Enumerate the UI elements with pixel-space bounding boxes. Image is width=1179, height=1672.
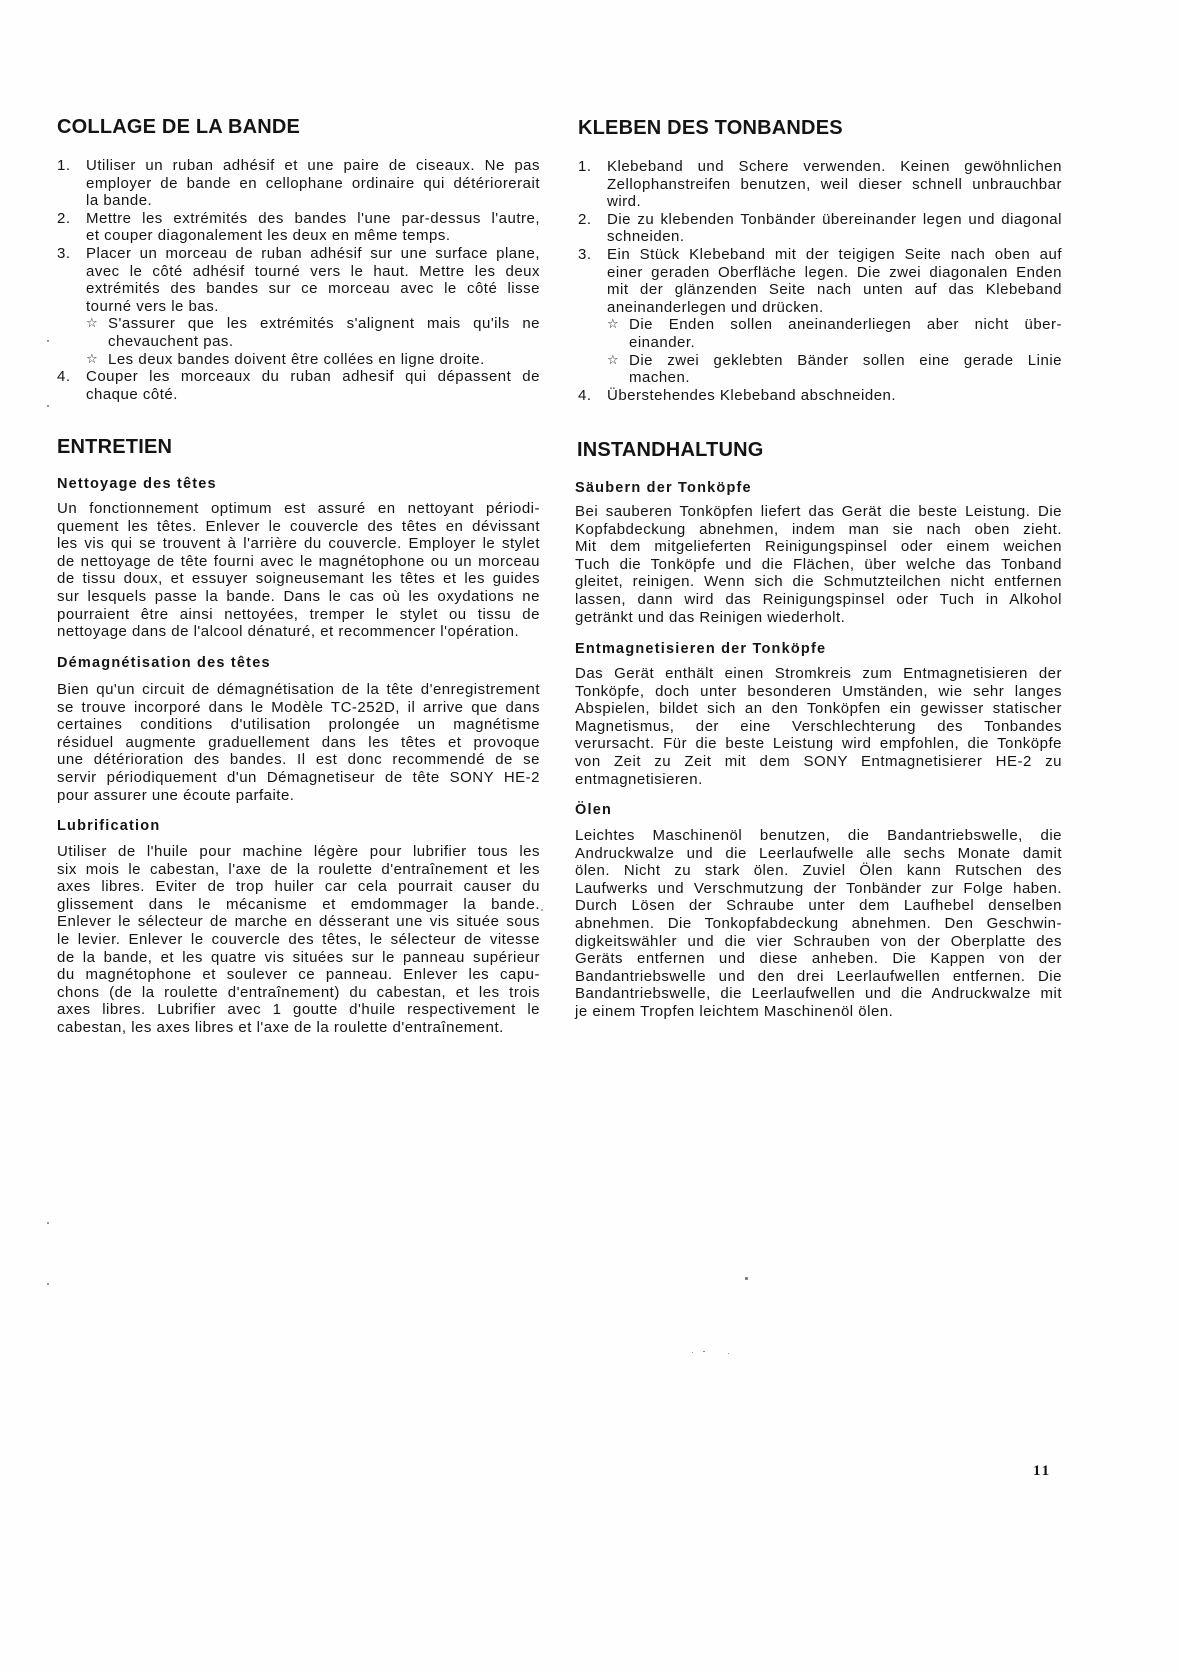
- text-line: entmagnetisieren.: [575, 770, 703, 788]
- step-body: [607, 246, 1062, 387]
- text-line: Placer un morceau de ruban adhésif sur une surface plane,: [86, 244, 540, 262]
- text-line: de nettoyage de tête fourni avec le magnétophone ou un morceau: [57, 552, 540, 570]
- scan-speck: [47, 405, 49, 407]
- text-line: extrémités des bandes sur ce morceau avec le côté lisse: [86, 280, 540, 298]
- text-line: se trouve incorporé dans le Modèle TC-252D, il arrive que dans: [57, 698, 540, 716]
- step-text: [86, 245, 540, 315]
- splice-steps-fr: [57, 157, 540, 403]
- text-line: Abspielen, bildet sich an den Tonköpfen ein gewisser statischer: [575, 700, 1062, 718]
- splice-note-de-2: [607, 352, 1062, 387]
- subheading-demagnetisation-des-tetes: Démagnétisation des têtes: [57, 655, 271, 671]
- text-line: Utiliser de l'huile pour machine légère pour lubrifier tous les: [57, 843, 540, 860]
- text-line: abnehmen. Die Tonkopfabdeckung abnehmen. Den Geschwin-: [575, 914, 1062, 932]
- step-text: [607, 158, 1062, 211]
- step-number: 2.: [578, 210, 592, 228]
- text-line: Andruckwalze und die Leerlaufwelle alle sechs Monate damit: [575, 844, 1062, 862]
- step-number: 4.: [578, 386, 592, 404]
- text-line: Magnetismus, der eine Verschlechterung des Tonbandes: [575, 717, 1062, 735]
- text-line: certaines conditions d'utilisation prolongée un magnétisme: [57, 716, 540, 734]
- text-line: sur lesquels passe la bande. Dans le cas où les oxydations ne: [57, 587, 540, 605]
- subheading-saeubern-der-tonkoepfe: Säubern der Tonköpfe: [575, 480, 752, 496]
- splice-step-fr-4: [57, 368, 540, 403]
- splice-steps-de: [578, 158, 1062, 404]
- text-line: et couper diagonalement les deux en même temps.: [86, 227, 451, 245]
- text-line: ölen. Nicht zu stark ölen. Zuviel Ölen kann Rutschen des: [575, 862, 1062, 880]
- text-line: pourraient être ainsi nettoyées, tremper le stylet ou tissu de: [57, 605, 540, 623]
- text-line: tourné vers le bas.: [86, 297, 219, 315]
- splice-step-fr-2: [57, 210, 540, 245]
- text-line: Mit dem mitgelieferten Reinigungspinsel oder einem weichen: [575, 538, 1062, 556]
- star-bullet-icon: ☆: [607, 352, 619, 368]
- text-line: mit der glänzenden Seite nach unten auf das Klebeband: [607, 281, 1062, 299]
- heading-instandhaltung: INSTANDHALTUNG: [577, 439, 764, 461]
- text-line: chons (de la roulette d'entraînement) du cabestan, et les trois: [57, 983, 540, 1001]
- scan-speck: [47, 1283, 49, 1285]
- text-line: wird.: [607, 193, 642, 211]
- star-bullet-icon: ☆: [607, 317, 619, 333]
- splice-note-fr-1: [86, 315, 540, 350]
- text-line: Geräts entfernen und diese anheben. Die Kappen von der: [575, 950, 1062, 968]
- text-line: cabestan, les axes libres et l'axe de la roulette d'entraînement.: [57, 1018, 504, 1036]
- text-line: digkeitswähler und die vier Schrauben von der Oberplatte des: [575, 932, 1062, 950]
- text-line: le levier. Enlever le couvercle des têtes, le sélecteur de vitesse: [57, 930, 540, 948]
- text-line: les vis qui se trouvent à l'arrière du couvercle. Employer le stylet: [57, 535, 540, 553]
- text-line: de la bande, et les quatre vis situées sur le panneau supérieur: [57, 948, 540, 966]
- text-line: axes libres. Lubrifier avec 1 goutte d'huile respectivement le: [57, 1001, 540, 1019]
- text-line: Couper les morceaux du ruban adhesif qui dépassent de: [86, 368, 540, 386]
- text-line: avec le côté adhésif tourné vers le haut. Mettre les deux: [86, 262, 540, 280]
- splice-step-fr-1: [57, 157, 540, 210]
- step-number: 1.: [578, 158, 592, 175]
- subheading-entmagnetisieren-der-tonkoepfe: Entmagnetisieren der Tonköpfe: [575, 641, 827, 657]
- scan-speck: [541, 909, 543, 911]
- text-line: gleitet, reinigen. Wenn sich die Schmutzteilchen nicht entfernen: [575, 573, 1062, 591]
- splice-note-fr-2: [86, 351, 540, 369]
- text-line: Zellophanstreifen benutzen, weil dieser schnell unbrauchbar: [607, 175, 1062, 193]
- text-line: Un fonctionnement optimum est assuré en nettoyant périodi-: [57, 500, 540, 517]
- text-line: glissement dans le mécanisme et emdommager la bande.: [57, 895, 540, 913]
- star-bullet-icon: ☆: [86, 351, 98, 367]
- text-line: Mettre les extrémités des bandes l'une par-dessus l'autre,: [86, 209, 540, 227]
- text-line: Das Gerät enthält einen Stromkreis zum Entmagnetisieren der: [575, 665, 1062, 682]
- paragraph-oelen: [575, 827, 1062, 1021]
- paragraph-demagnetisation-des-tetes: [57, 681, 540, 804]
- text-line: Tuch die Tonköpfe und die Flächen, über welche das Tonband: [575, 555, 1062, 573]
- text-line: Tonköpfe, doch unter besonderen Umständen, wie sehr langes: [575, 682, 1062, 700]
- text-line: Utiliser un ruban adhésif et une paire de ciseaux. Ne pas: [86, 157, 540, 174]
- splice-step-de-2: [578, 211, 1062, 246]
- text-line: Bien qu'un circuit de démagnétisation de la tête d'enregistrement: [57, 681, 540, 698]
- text-line: six mois le cabestan, l'axe de la roulette d'entraînement et les: [57, 860, 540, 878]
- text-line: Die zwei geklebten Bänder sollen eine gerade Linie: [629, 351, 1062, 369]
- text-line: getränkt und das Reinigen wiederholt.: [575, 608, 846, 626]
- heading-kleben-des-tonbandes: KLEBEN DES TONBANDES: [578, 117, 843, 139]
- text-line: une détérioration des bandes. Il est donc recommendé de se: [57, 751, 540, 769]
- text-line: pour assurer une écoute parfaite.: [57, 786, 295, 804]
- splice-note-de-1: [607, 316, 1062, 351]
- paragraph-entmagnetisieren-der-tonkoepfe: [575, 665, 1062, 788]
- page-number: 11: [1033, 1463, 1052, 1479]
- text-line: la bande.: [86, 192, 153, 210]
- splice-step-de-1: [578, 158, 1062, 211]
- text-line: chevauchent pas.: [108, 332, 234, 350]
- paragraph-nettoyage-des-tetes: [57, 500, 540, 641]
- text-line: Durch Lösen der Schraube unter dem Laufhebel denselben: [575, 897, 1062, 915]
- subheading-lubrification: Lubrification: [57, 818, 161, 834]
- text-line: S'assurer que les extrémités s'alignent mais qu'ils ne: [108, 315, 540, 333]
- scan-speck: [692, 1352, 693, 1353]
- step-text: [86, 210, 540, 245]
- text-line: Bandantriebswelle, die Leerlaufwellen und die Andruckwalze mit: [575, 985, 1062, 1003]
- text-line: Ein Stück Klebeband mit der teigigen Seite nach oben auf: [607, 245, 1062, 263]
- text-line: Überstehendes Klebeband abschneiden.: [607, 386, 897, 404]
- heading-entretien: ENTRETIEN: [57, 436, 173, 458]
- text-line: résiduel augmente graduellement dans les têtes et provoque: [57, 733, 540, 751]
- text-line: Bandantriebswelle und den drei Leerlaufwellen entfernen. Die: [575, 967, 1062, 985]
- scan-speck: [47, 340, 49, 342]
- text-line: Bei sauberen Tonköpfen liefert das Gerät die beste Leistung. Die: [575, 503, 1062, 520]
- subheading-oelen: Ölen: [575, 802, 613, 818]
- text-line: Les deux bandes doivent être collées en ligne droite.: [108, 350, 485, 368]
- text-line: lassen, dann wird das Reinigungspinsel oder Tuch in Alkohol: [575, 590, 1062, 608]
- scan-speck: [728, 1353, 729, 1354]
- scan-speck: [745, 1277, 748, 1280]
- text-line: Die zu klebenden Tonbänder übereinander legen und diagonal: [607, 210, 1062, 228]
- note-text: [629, 316, 1062, 351]
- splice-step-de-4: [578, 387, 1062, 405]
- step-body: [86, 245, 540, 368]
- text-line: aneinanderlegen und drücken.: [607, 298, 824, 316]
- step-number: 4.: [57, 368, 71, 386]
- text-line: Klebeband und Schere verwenden. Keinen gewöhnlichen: [607, 158, 1062, 175]
- text-line: je einem Tropfen leichtem Maschinenöl ölen.: [575, 1002, 894, 1020]
- text-line: einer geraden Oberfläche legen. Die zwei diagonalen Enden: [607, 263, 1062, 281]
- text-line: chaque côté.: [86, 385, 178, 403]
- subheading-nettoyage-des-tetes: Nettoyage des têtes: [57, 476, 217, 492]
- text-line: du magnétophone et soulever ce panneau. Enlever les capu-: [57, 966, 540, 984]
- text-line: von Zeit zu Zeit mit dem SONY Entmagnetisierer HE-2 zu: [575, 752, 1062, 770]
- step-number: 1.: [57, 157, 71, 174]
- step-text: [607, 387, 1062, 405]
- text-line: schneiden.: [607, 228, 685, 246]
- step-text: [86, 368, 540, 403]
- scan-speck: [703, 1351, 705, 1352]
- heading-collage-de-la-bande: COLLAGE DE LA BANDE: [57, 116, 301, 138]
- scan-speck: [47, 1222, 49, 1224]
- text-line: machen.: [629, 369, 691, 387]
- step-number: 3.: [578, 245, 592, 263]
- text-line: Kopfabdeckung abnehmen, indem man sie nach oben zieht.: [575, 520, 1062, 538]
- splice-step-de-3: [578, 246, 1062, 387]
- text-line: Die Enden sollen aneinanderliegen aber nicht über-: [629, 316, 1062, 334]
- step-text: [86, 157, 540, 210]
- text-line: axes libres. Eviter de trop huiler car cela pourrait causer du: [57, 878, 540, 896]
- text-line: Laufwerks und Verschmutzung der Tonbänder zur Folge haben.: [575, 879, 1062, 897]
- text-line: Enlever le sélecteur de marche en désserant une vis située sous: [57, 913, 540, 931]
- note-text: [108, 351, 540, 369]
- note-text: [629, 352, 1062, 387]
- text-line: de tissu doux, et essuyer soigneusemant les têtes et les guides: [57, 570, 540, 588]
- star-bullet-icon: ☆: [86, 316, 98, 332]
- paragraph-saeubern-der-tonkoepfe: [575, 503, 1062, 626]
- step-number: 2.: [57, 209, 71, 227]
- step-text: [607, 211, 1062, 246]
- text-line: verursacht. Für die beste Leistung wird empfohlen, die Tonköpfe: [575, 735, 1062, 753]
- step-number: 3.: [57, 244, 71, 262]
- step-text: [607, 246, 1062, 316]
- splice-step-fr-3: [57, 245, 540, 368]
- note-text: [108, 315, 540, 350]
- text-line: employer de bande en cellophane ordinaire qui détériorerait: [86, 174, 540, 192]
- paragraph-lubrification: [57, 843, 540, 1037]
- text-line: quement les têtes. Enlever le couvercle des têtes en dévissant: [57, 517, 540, 535]
- text-line: Leichtes Maschinenöl benutzen, die Bandantriebswelle, die: [575, 827, 1062, 844]
- text-line: einander.: [629, 333, 696, 351]
- text-line: nettoyage dans de l'alcool dénaturé, et recommencer l'opération.: [57, 623, 520, 641]
- text-line: servir périodiquement d'un Démagnetiseur de tête SONY HE-2: [57, 768, 540, 786]
